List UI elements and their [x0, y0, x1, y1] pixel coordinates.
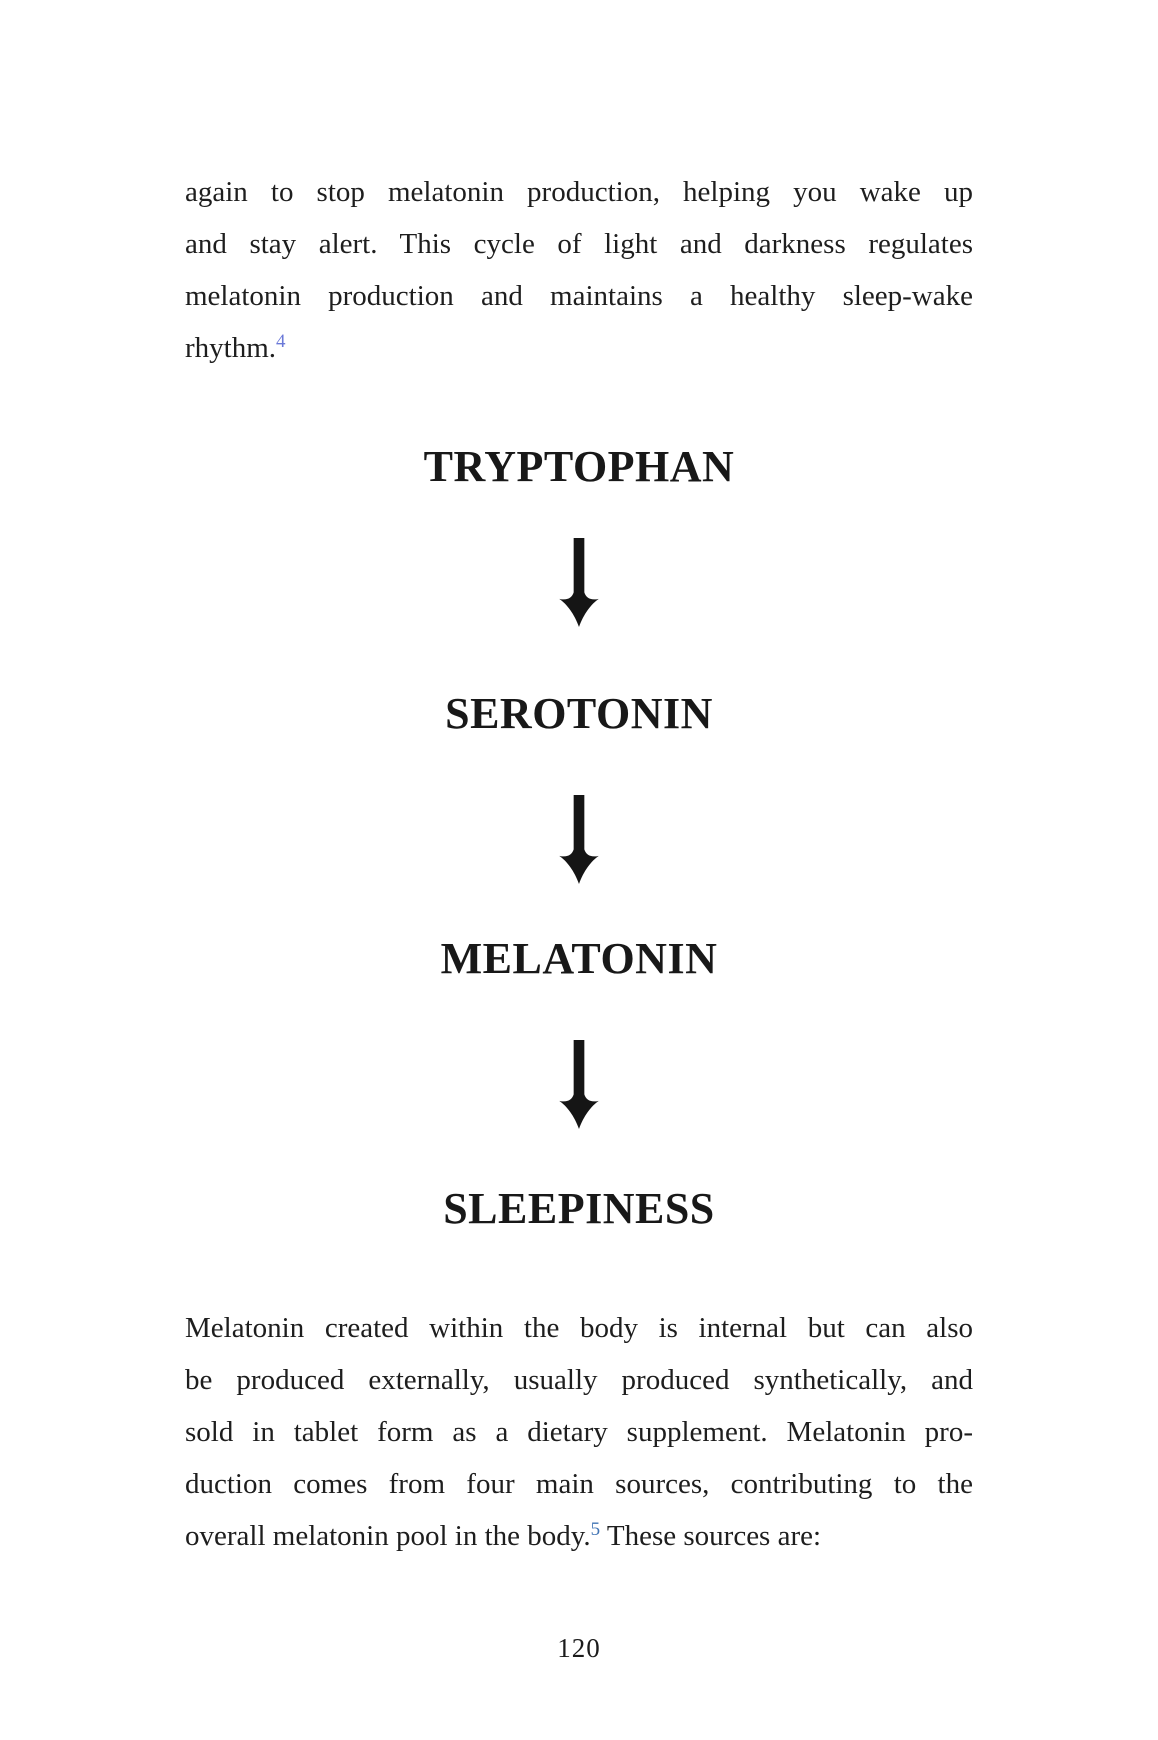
page-number: 120	[557, 1633, 601, 1663]
down-arrow-icon	[0, 795, 1158, 884]
diagram-step-tryptophan: TRYPTOPHAN	[423, 442, 735, 491]
diagram-step-sleepiness: SLEEPINESS	[443, 1184, 715, 1233]
paragraph-line-text: These sources are:	[600, 1520, 822, 1552]
diagram-step-serotonin: SEROTONIN	[445, 689, 713, 738]
paragraph-line: sold in tablet form as a dietary supplement. Melatonin pro-	[185, 1416, 973, 1448]
paragraph-line: again to stop melatonin production, helping you wake up	[185, 176, 973, 208]
paragraph-line-text: rhythm.	[185, 332, 277, 364]
paragraph-melatonin-cycle	[185, 166, 973, 374]
paragraph-line: melatonin production and maintains a healthy sleep-wake	[185, 280, 973, 312]
diagram-step-melatonin: MELATONIN	[440, 934, 718, 983]
paragraph-line	[185, 322, 973, 374]
down-arrow-icon	[0, 538, 1158, 627]
paragraph-line	[185, 1510, 973, 1562]
paragraph-line: duction comes from four main sources, contributing to the	[185, 1468, 973, 1500]
paragraph-line: and stay alert. This cycle of light and darkness regulates	[185, 228, 973, 260]
footnote-ref-4[interactable]: 4	[276, 331, 286, 352]
paragraph-melatonin-sources	[185, 1302, 973, 1562]
paragraph-line-text: overall melatonin pool in the body.	[185, 1520, 591, 1552]
paragraph-line: be produced externally, usually produced synthetically, and	[185, 1364, 973, 1396]
down-arrow-icon	[0, 1040, 1158, 1129]
paragraph-line: Melatonin created within the body is internal but can also	[185, 1312, 973, 1344]
footnote-ref-5[interactable]: 5	[590, 1519, 601, 1540]
